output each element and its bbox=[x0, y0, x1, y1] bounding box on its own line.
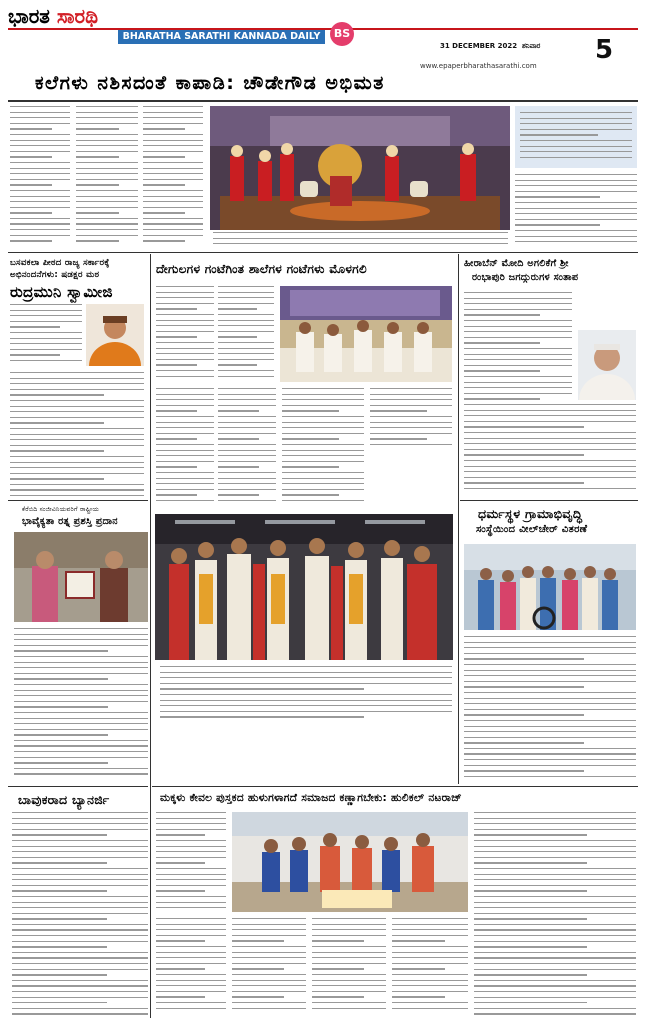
brand-part1: ಭಾರತ bbox=[8, 4, 50, 28]
award-text bbox=[14, 628, 148, 778]
nataraj-text-col4 bbox=[312, 918, 386, 1016]
bs-logo-icon: BS bbox=[330, 22, 354, 46]
modi-headline-l1: ಹೀರಾಬೆನ್ ಮೋದಿ ಅಗಲಿಕೆಗೆ ಶ್ರೀ bbox=[464, 258, 569, 269]
nataraj-text-col2 bbox=[156, 918, 226, 1016]
rudramuni-text-col2 bbox=[10, 372, 144, 496]
section-rule-4 bbox=[152, 786, 638, 787]
dharmasthala-headline-l2: ಸಂಸ್ಥೆಯಿಂದ ವೀಲ್‌ಚೇರ್ ವಿತರಣೆ bbox=[476, 524, 588, 535]
banner-text bbox=[12, 812, 148, 1016]
lead-quote-text bbox=[520, 112, 632, 162]
group-photo-caption bbox=[160, 666, 452, 724]
bells-photo bbox=[280, 286, 452, 382]
weekday-text: ಶನಿವಾರ bbox=[521, 42, 541, 50]
section-rule-2 bbox=[8, 500, 148, 501]
nataraj-text-col3 bbox=[232, 918, 306, 1016]
lead-photo bbox=[210, 106, 510, 230]
nataraj-text-col6 bbox=[474, 812, 636, 1016]
lead-rule bbox=[8, 100, 638, 102]
bells-text-col4 bbox=[218, 388, 276, 506]
masthead bbox=[0, 0, 645, 65]
section-rule-1 bbox=[8, 252, 638, 253]
dharmasthala-headline-l1: ಧರ್ಮಸ್ಥಳ ಗ್ರಾಮಾಭಿವೃದ್ಧಿ bbox=[478, 506, 583, 521]
lead-headline: ಕಲೆಗಳು ನಶಿಸದಂತೆ ಕಾಪಾಡಿ: ಚೌಡೇಗೌಡ ಅಭಿಮತ bbox=[35, 72, 385, 94]
paper-name-band: BHARATHA SARATHI KANNADA DAILY bbox=[118, 30, 325, 44]
modi-headline-l2: ರಂಭಾಪುರಿ ಜಗದ್ಗುರುಗಳ ಸಂತಾಪ bbox=[472, 272, 579, 283]
rudramuni-text-col1 bbox=[10, 304, 82, 366]
award-headline-l1: ಕೆರೆಬಿದಿ ಸಂಜೀವಿನಿಯವರಿಗೆ ರಾಷ್ಟ್ರೀಯ bbox=[22, 506, 100, 513]
section-rule-5 bbox=[460, 500, 638, 501]
bells-text-col2 bbox=[218, 286, 274, 382]
nataraj-headline: ಮಕ್ಕಳು ಕೇವಲ ಪುಸ್ತಕದ ಹುಳುಗಳಾಗದೆ ಸಮಾಜದ ಕಣ್ಣಾಗಬೇಕು: ಹುಲಿಕಲ್ ನಟರಾಜ್ bbox=[160, 792, 462, 804]
modi-text-col1 bbox=[464, 292, 572, 402]
lead-photo-caption bbox=[213, 232, 508, 246]
bells-text-col5 bbox=[282, 388, 364, 506]
bells-headline: ದೇಗುಲಗಳ ಗಂಟೆಗಿಂತ ಶಾಲೆಗಳ ಗಂಟೆಗಳು ಮೊಳಗಲಿ bbox=[156, 262, 367, 276]
lead-article-col3 bbox=[143, 106, 203, 246]
nataraj-text-col5 bbox=[392, 918, 468, 1016]
vertical-rule-right bbox=[458, 254, 459, 784]
epaper-url[interactable]: www.epaperbharathasarathi.com bbox=[420, 62, 537, 70]
vertical-rule-left bbox=[150, 254, 151, 1018]
brand-logo bbox=[8, 4, 98, 28]
lead-article-col1 bbox=[10, 106, 70, 246]
rudramuni-headline-l2: ಅಭಿನಂದನೆಗಳು: ಷಡಕ್ಷರ ಮಠ bbox=[10, 270, 100, 280]
swamiji-photo bbox=[86, 304, 144, 366]
nataraj-photo bbox=[232, 812, 468, 912]
dharmasthala-text bbox=[464, 636, 636, 782]
heeraben-photo bbox=[578, 330, 636, 400]
dharmasthala-photo bbox=[464, 544, 636, 630]
section-rule-3 bbox=[8, 786, 148, 787]
rudramuni-headline-l3: ರುದ್ರಮುನಿ ಸ್ವಾಮೀಜಿ bbox=[10, 283, 113, 301]
award-headline-l2: ಭಾವೈಕ್ಯತಾ ರತ್ನ ಪ್ರಶಸ್ತಿ ಪ್ರದಾನ bbox=[22, 516, 118, 527]
group-event-photo bbox=[155, 514, 453, 660]
banner-headline: ಬಾವುಕರಾದ ಬ್ಯಾನರ್ಜಿ bbox=[18, 792, 110, 807]
rudramuni-headline-l1: ಬಸವಕಲಾ ಪೀಠದ ರಾಜ್ಯ ಸರ್ಕಾರಕ್ಕೆ bbox=[10, 258, 110, 268]
bells-text-col6 bbox=[370, 388, 452, 448]
nataraj-text-col1 bbox=[156, 812, 226, 912]
page-number: 5 bbox=[595, 35, 614, 65]
brand-part2: ಸಾರಥಿ bbox=[56, 4, 99, 28]
lead-article-col2 bbox=[76, 106, 138, 246]
date-text: 31 DECEMBER 2022 bbox=[440, 42, 518, 50]
bells-text-col1 bbox=[156, 286, 214, 382]
modi-text-col2 bbox=[464, 404, 636, 496]
bells-text-col3 bbox=[156, 388, 214, 506]
award-photo bbox=[14, 532, 148, 622]
lead-article-col4 bbox=[515, 174, 637, 246]
issue-date bbox=[440, 42, 540, 51]
